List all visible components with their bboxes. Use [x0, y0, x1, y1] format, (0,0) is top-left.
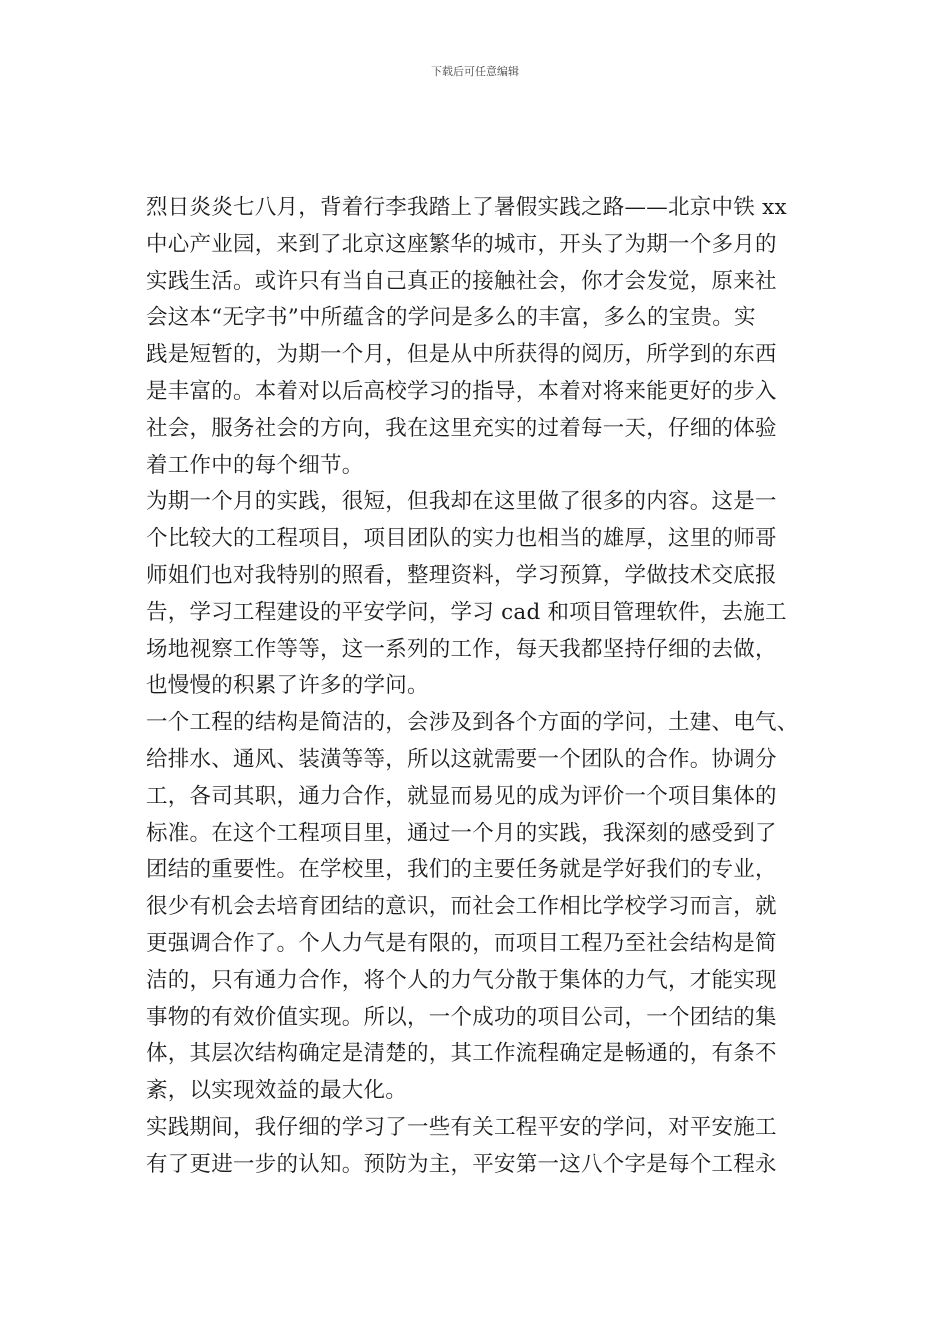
text-line: 一个工程的结构是简洁的，会涉及到各个方面的学问，土建、电气、 — [146, 710, 799, 736]
text-line: 事物的有效价值实现。所以，一个成功的项目公司，一个团结的集 — [146, 1004, 777, 1030]
text-line: 有了更进一步的认知。预防为主，平安第一这八个字是每个工程永 — [146, 1151, 777, 1177]
text-line: 着工作中的每个细节。 — [146, 452, 364, 478]
text-line: 很少有机会去培育团结的意识，而社会工作相比学校学习而言，就 — [146, 894, 777, 920]
text-line: 洁的，只有通力合作，将个人的力气分散于集体的力气，才能实现 — [146, 967, 777, 993]
text-line: 给排水、通风、装潢等等，所以这就需要一个团队的合作。协调分 — [146, 746, 777, 772]
text-line: 会这本“无字书”中所蕴含的学问是多么的丰富，多么的宝贵。实 — [146, 305, 756, 331]
text-line: 实践期间，我仔细的学习了一些有关工程平安的学问，对平安施工 — [146, 1114, 777, 1140]
text-line: 是丰富的。本着对以后高校学习的指导，本着对将来能更好的步入 — [146, 378, 777, 404]
text-line: 告，学习工程建设的平安学问，学习 cad 和项目管理软件，去施工 — [146, 599, 787, 625]
text-line: 师姐们也对我特别的照看，整理资料，学习预算，学做技术交底报 — [146, 562, 777, 588]
text-line: 场地视察工作等等，这一系列的工作，每天我都坚持仔细的去做， — [146, 636, 777, 662]
text-line: 为期一个月的实践，很短，但我却在这里做了很多的内容。这是一 — [146, 489, 777, 515]
page-header: 下载后可任意编辑 — [431, 65, 519, 78]
text-line: 社会，服务社会的方向，我在这里充实的过着每一天，仔细的体验 — [146, 415, 777, 441]
text-line: 团结的重要性。在学校里，我们的主要任务就是学好我们的专业， — [146, 857, 777, 883]
text-line: 体，其层次结构确定是清楚的，其工作流程确定是畅通的，有条不 — [146, 1041, 777, 1067]
text-line: 个比较大的工程项目，项目团队的实力也相当的雄厚，这里的师哥 — [146, 526, 777, 552]
document-body — [146, 190, 826, 1184]
text-line: 紊，以实现效益的最大化。 — [146, 1078, 408, 1104]
text-line: 更强调合作了。个人力气是有限的，而项目工程乃至社会结构是简 — [146, 930, 777, 956]
text-line: 也慢慢的积累了许多的学问。 — [146, 673, 429, 699]
text-line: 中心产业园，来到了北京这座繁华的城市，开头了为期一个多月的 — [146, 231, 777, 257]
text-line: 标准。在这个工程项目里，通过一个月的实践，我深刻的感受到了 — [146, 820, 777, 846]
text-line: 工，各司其职，通力合作，就显而易见的成为评价一个项目集体的 — [146, 783, 777, 809]
text-line: 实践生活。或许只有当自己真正的接触社会，你才会发觉，原来社 — [146, 268, 777, 294]
text-line: 践是短暂的，为期一个月，但是从中所获得的阅历，所学到的东西 — [146, 342, 777, 368]
text-line: 烈日炎炎七八月，背着行李我踏上了暑假实践之路——北京中铁 xx — [146, 195, 787, 220]
